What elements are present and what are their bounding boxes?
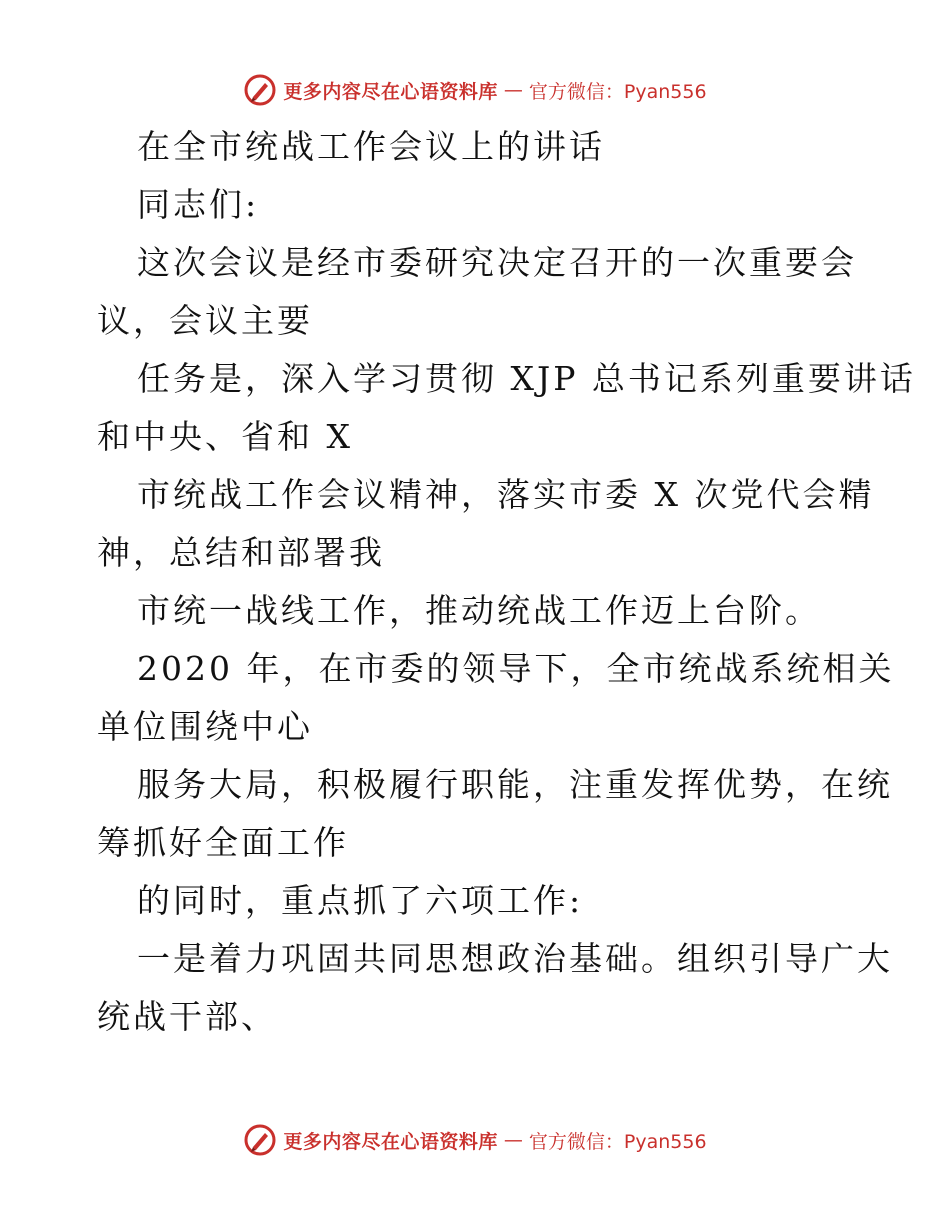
banner-separator: —: [503, 1129, 523, 1151]
wechat-id: 官方微信：Pyan556: [528, 80, 707, 103]
footer-banner-content: [243, 1123, 706, 1157]
site-name: 更多内容尽在心语资料库: [283, 80, 498, 103]
pen-logo-icon: [243, 73, 277, 107]
text-line: 的同时，重点抓了六项工作:: [137, 881, 584, 920]
text-line: 任务是，深入学习贯彻 XJP 总书记系列重要讲话: [137, 359, 916, 398]
site-name: 更多内容尽在心语资料库: [283, 1130, 498, 1153]
pen-logo-icon: [243, 1123, 277, 1157]
text-line: 2020 年，在市委的领导下，全市统战系统相关: [137, 649, 895, 688]
wechat-id: 官方微信：Pyan556: [528, 1130, 707, 1153]
text-line: 统战干部、: [97, 997, 277, 1036]
text-line: 神，总结和部署我: [97, 533, 385, 572]
text-line: 同志们:: [137, 185, 260, 224]
footer-banner: [0, 1120, 950, 1160]
text-line: 服务大局，积极履行职能，注重发挥优势，在统: [137, 765, 893, 804]
header-banner-content: [243, 73, 706, 107]
text-line: 市统一战线工作，推动统战工作迈上台阶。: [137, 591, 821, 630]
document-body: [97, 118, 916, 1046]
banner-separator: —: [503, 79, 523, 101]
text-line: 这次会议是经市委研究决定召开的一次重要会: [137, 243, 857, 282]
header-banner: [0, 70, 950, 110]
text-line: 一是着力巩固共同思想政治基础。组织引导广大: [137, 939, 893, 978]
text-line: 市统战工作会议精神，落实市委 X 次党代会精: [137, 475, 875, 514]
text-line: 筹抓好全面工作: [97, 823, 349, 862]
text-line: 单位围绕中心: [97, 707, 313, 746]
text-line: 和中央、省和 X: [97, 417, 353, 456]
text-line: 在全市统战工作会议上的讲话: [137, 127, 605, 166]
text-line: 议，会议主要: [97, 301, 313, 340]
